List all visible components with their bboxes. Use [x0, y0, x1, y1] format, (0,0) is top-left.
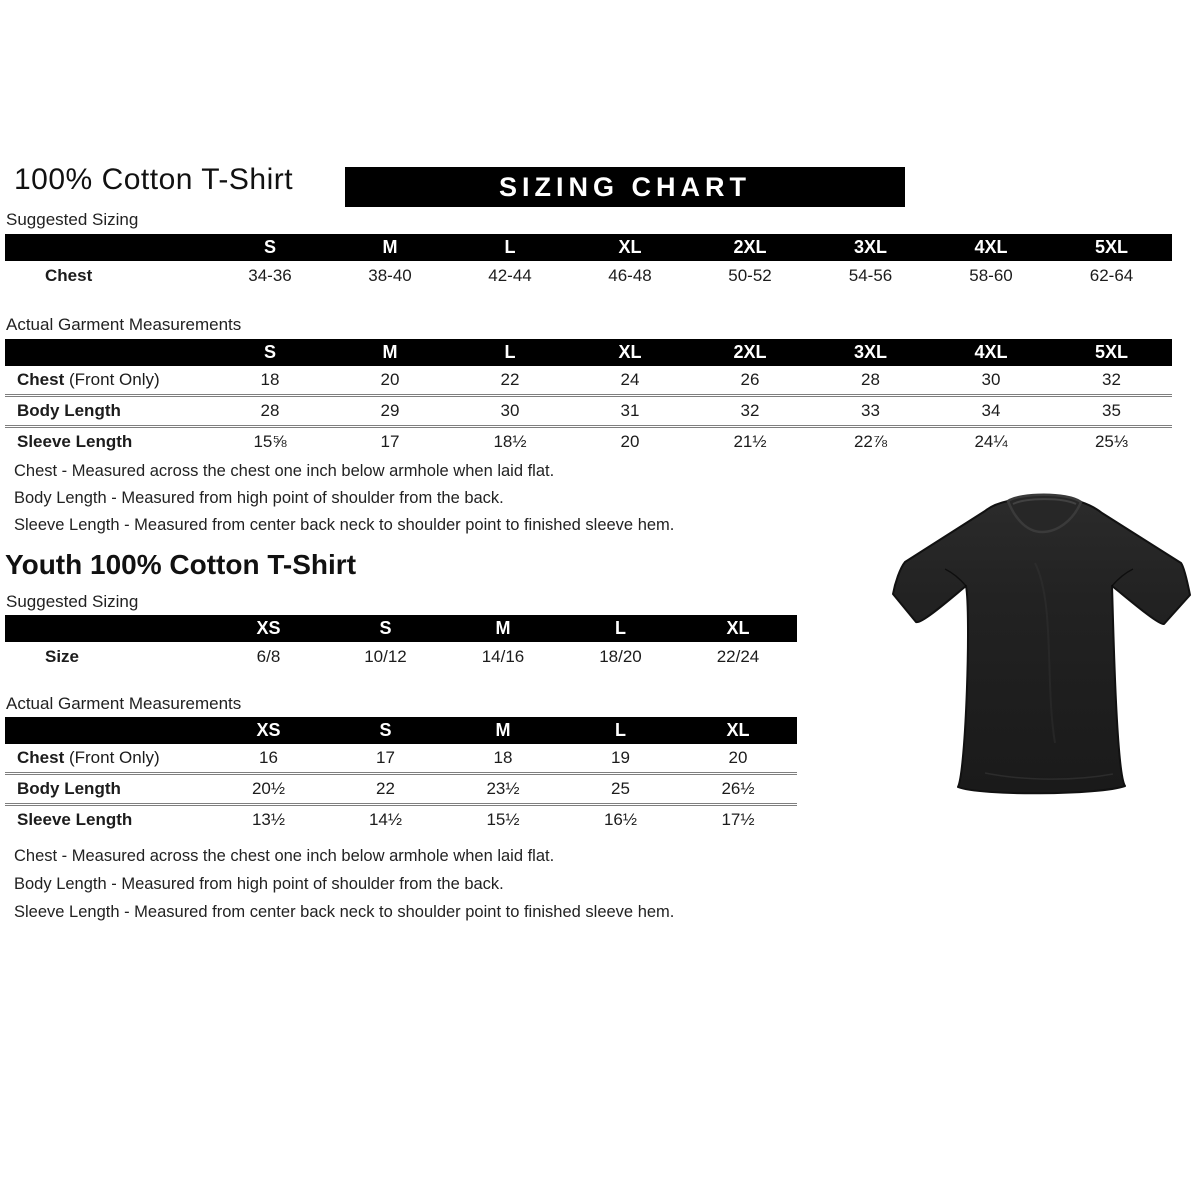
- row-label-suffix: (Front Only): [64, 370, 160, 389]
- size-col-header: 2XL: [690, 234, 810, 261]
- measurement-value: 15½: [486, 810, 520, 829]
- size-col-header: M: [444, 615, 562, 642]
- measurement-value: 42-44: [488, 266, 532, 285]
- measurement-value: 24: [570, 366, 690, 396]
- measurement-value: 30: [931, 366, 1051, 396]
- size-col-header: 5XL: [1051, 339, 1172, 366]
- table-row-body-length: [5, 396, 1172, 427]
- youth-suggested-sizing-label: Suggested Sizing: [6, 592, 139, 611]
- measurement-value: 62-64: [1089, 266, 1134, 285]
- youth-actual-measurements-label: Actual Garment Measurements: [6, 694, 242, 713]
- black-tshirt-image: [885, 483, 1200, 808]
- row-label: [5, 744, 210, 774]
- empty-header-cell: [5, 234, 210, 261]
- table-row-sleeve-length: [5, 805, 797, 835]
- table-row-body-length: [5, 774, 797, 805]
- size-col-header: S: [327, 615, 444, 642]
- size-col-header: L: [450, 339, 570, 366]
- measurement-value: 20: [330, 366, 450, 396]
- size-col-header: L: [562, 615, 679, 642]
- measurement-value: 58-60: [969, 266, 1013, 285]
- adult-suggested-table: [5, 234, 1172, 291]
- empty-header-cell: [5, 339, 210, 366]
- measurement-value: 29: [330, 396, 450, 427]
- measurement-value: 34-36: [248, 266, 292, 285]
- size-col-header: S: [210, 234, 330, 261]
- note-chest: Chest - Measured across the chest one inch below armhole when laid flat.: [14, 847, 555, 865]
- row-label-text: Chest: [45, 266, 93, 285]
- size-col-header: 4XL: [931, 339, 1051, 366]
- size-col-header: M: [330, 234, 450, 261]
- row-label: [5, 642, 210, 672]
- measurement-value: 16: [210, 744, 327, 774]
- size-col-header: S: [327, 717, 444, 744]
- size-col-header: XL: [679, 717, 797, 744]
- row-label: [5, 396, 210, 427]
- measurement-value: 31: [570, 396, 690, 427]
- youth-measurement-notes: [14, 842, 674, 926]
- measurement-value: 6/8: [256, 647, 281, 666]
- size-col-header: 5XL: [1051, 234, 1172, 261]
- measurement-value: 19: [562, 744, 679, 774]
- table-row-sleeve-length: [5, 427, 1172, 457]
- measurement-value: 32: [690, 396, 810, 427]
- measurement-value: 22: [327, 774, 444, 805]
- note-chest: Chest - Measured across the chest one inch below armhole when laid flat.: [14, 462, 555, 480]
- size-col-header: M: [330, 339, 450, 366]
- row-label: [5, 805, 210, 835]
- measurement-value: 22⅞: [853, 432, 888, 451]
- measurement-value: 10/12: [364, 647, 407, 666]
- youth-section-title: Youth 100% Cotton T-Shirt: [5, 549, 357, 580]
- sizing-chart-banner: SIZING CHART: [345, 167, 905, 207]
- measurement-value: 46-48: [608, 266, 652, 285]
- table-row: [5, 261, 1172, 291]
- size-col-header: L: [450, 234, 570, 261]
- measurement-value: 20: [620, 432, 640, 451]
- empty-header-cell: [5, 615, 210, 642]
- youth-suggested-table: [5, 615, 797, 672]
- table-header-row: [5, 615, 797, 642]
- size-col-header: S: [210, 339, 330, 366]
- row-label-text: Body Length: [17, 401, 121, 420]
- row-label-text: Body Length: [17, 779, 121, 798]
- measurement-value: 28: [810, 366, 931, 396]
- youth-measurements-table: [5, 717, 797, 834]
- measurement-value: 30: [450, 396, 570, 427]
- measurement-value: 54-56: [848, 266, 893, 285]
- measurement-value: 18/20: [599, 647, 642, 666]
- measurement-value: 35: [1051, 396, 1172, 427]
- row-label: [5, 261, 210, 291]
- measurement-value: 14½: [368, 810, 403, 829]
- measurement-value: 22: [450, 366, 570, 396]
- tshirt-icon: [885, 483, 1200, 808]
- row-label: [5, 774, 210, 805]
- size-col-header: 3XL: [810, 339, 931, 366]
- empty-header-cell: [5, 717, 210, 744]
- size-col-header: M: [444, 717, 562, 744]
- measurement-value: 26: [690, 366, 810, 396]
- measurement-value: 50-52: [728, 266, 772, 285]
- measurement-value: 17: [380, 432, 400, 451]
- measurement-value: 23½: [444, 774, 562, 805]
- measurement-value: 38-40: [368, 266, 412, 285]
- measurement-value: 24¼: [974, 432, 1008, 451]
- adult-suggested-sizing-label: Suggested Sizing: [6, 210, 139, 229]
- measurement-value: 17: [327, 744, 444, 774]
- table-header-row: [5, 234, 1172, 261]
- row-label: [5, 366, 210, 396]
- adult-measurements-table: [5, 339, 1172, 456]
- row-label-text: Chest: [17, 748, 65, 767]
- measurement-value: 21½: [733, 432, 767, 451]
- measurement-value: 17½: [721, 810, 755, 829]
- row-label-suffix: (Front Only): [64, 748, 160, 767]
- note-body-length: Body Length - Measured from high point of shoulder from the back.: [14, 489, 504, 507]
- measurement-value: 18½: [493, 432, 527, 451]
- measurement-value: 14/16: [481, 647, 525, 666]
- measurement-value: 25: [562, 774, 679, 805]
- measurement-value: 20: [679, 744, 797, 774]
- page-title: 100% Cotton T-Shirt: [14, 163, 294, 196]
- size-col-header: XS: [210, 717, 327, 744]
- row-label: [5, 427, 210, 457]
- measurement-value: 16½: [603, 810, 638, 829]
- measurement-value: 28: [210, 396, 330, 427]
- measurement-value: 34: [931, 396, 1051, 427]
- row-label-text: Sleeve Length: [17, 810, 133, 829]
- note-body-length: Body Length - Measured from high point of shoulder from the back.: [14, 875, 504, 893]
- measurement-value: 26½: [679, 774, 797, 805]
- note-sleeve-length: Sleeve Length - Measured from center back neck to shoulder point to finished sleeve hem.: [14, 516, 675, 534]
- measurement-value: 20½: [210, 774, 327, 805]
- row-label-text: Sleeve Length: [17, 432, 133, 451]
- note-sleeve-length: Sleeve Length - Measured from center back neck to shoulder point to finished sleeve hem.: [14, 903, 675, 921]
- measurement-value: 18: [444, 744, 562, 774]
- measurement-value: 22/24: [716, 647, 760, 666]
- measurement-value: 25⅓: [1094, 432, 1129, 451]
- adult-actual-measurements-label: Actual Garment Measurements: [6, 315, 242, 334]
- measurement-value: 33: [810, 396, 931, 427]
- table-header-row: [5, 339, 1172, 366]
- table-row-chest: [5, 366, 1172, 396]
- size-col-header: XL: [679, 615, 797, 642]
- measurement-value: 13½: [251, 810, 286, 829]
- size-col-header: 2XL: [690, 339, 810, 366]
- row-label-text: Size: [45, 647, 80, 666]
- size-col-header: XL: [570, 234, 690, 261]
- size-col-header: XS: [210, 615, 327, 642]
- table-header-row: [5, 717, 797, 744]
- adult-measurement-notes: [14, 458, 674, 539]
- measurement-value: 32: [1051, 366, 1172, 396]
- row-label-text: Chest: [17, 370, 65, 389]
- size-col-header: XL: [570, 339, 690, 366]
- measurement-value: 18: [210, 366, 330, 396]
- size-col-header: 3XL: [810, 234, 931, 261]
- table-row-size: [5, 642, 797, 672]
- size-col-header: 4XL: [931, 234, 1051, 261]
- table-row-chest: [5, 744, 797, 774]
- measurement-value: 15⅝: [253, 432, 287, 451]
- size-col-header: L: [562, 717, 679, 744]
